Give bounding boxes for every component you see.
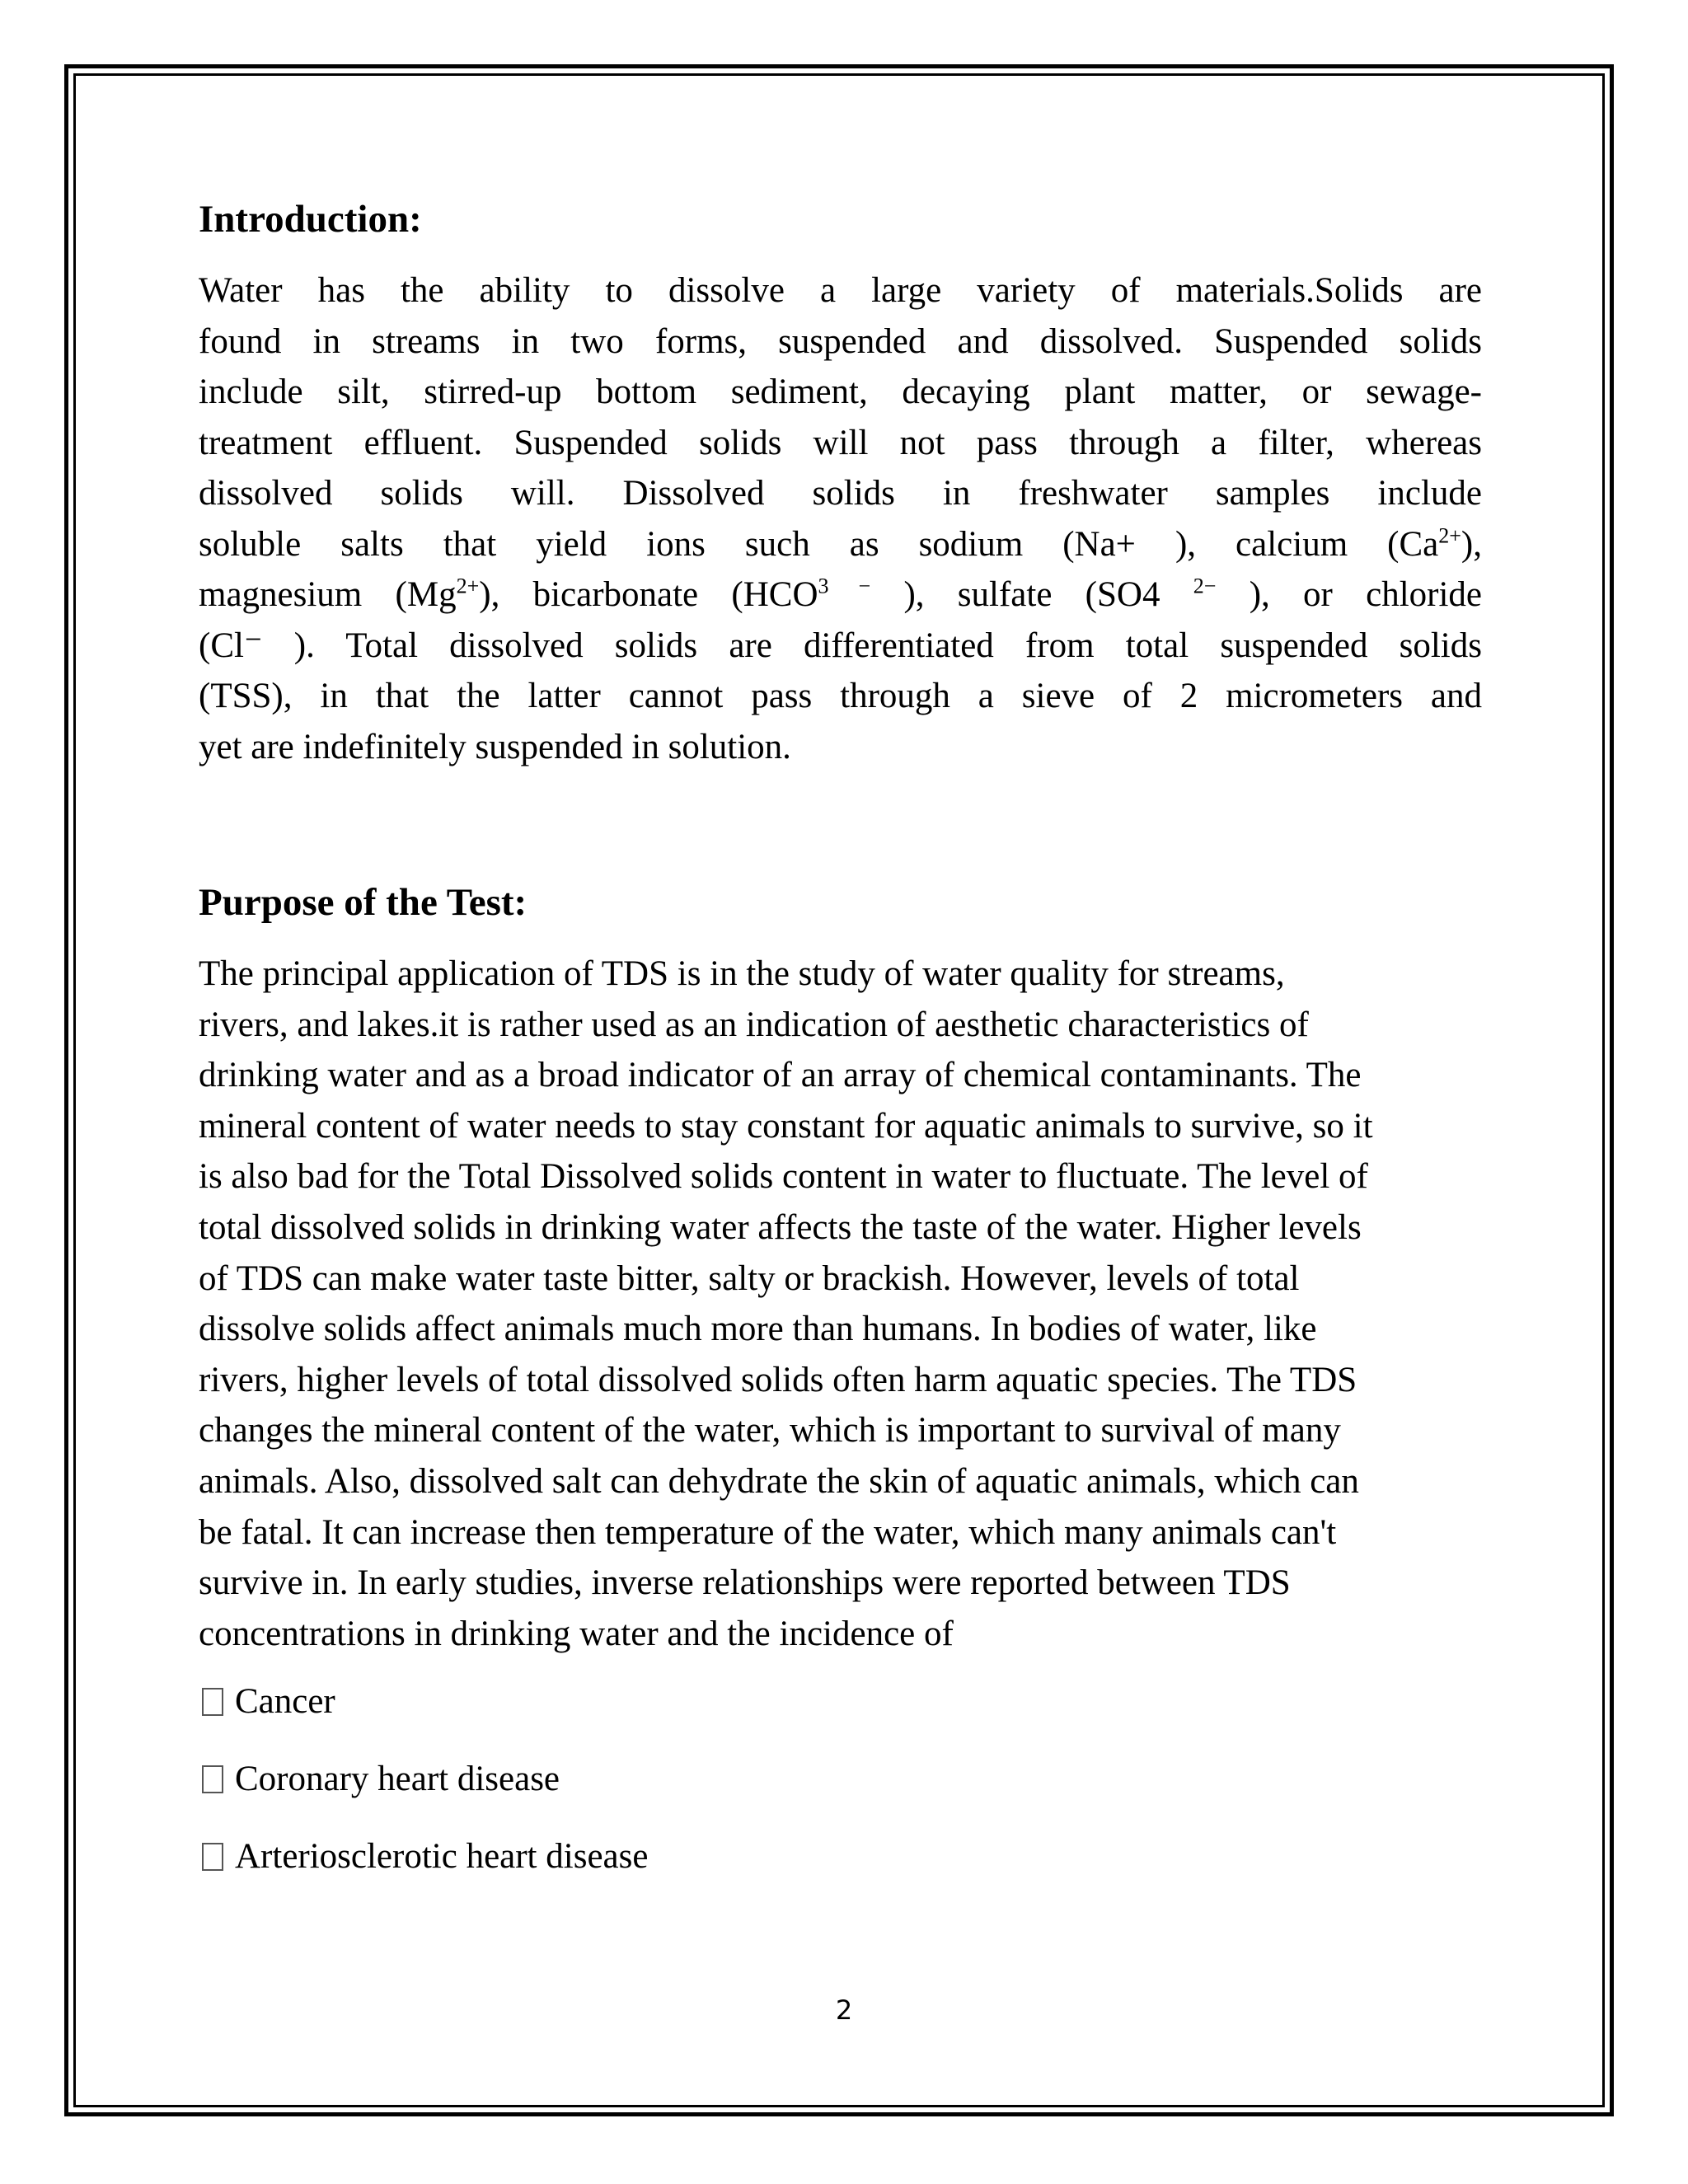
ion-charge: 2− [1193, 574, 1217, 598]
purpose-line: rivers, and lakes.it is rather used as an indication of aesthetic characteristics of [199, 1005, 1309, 1044]
intro-line-ions [199, 519, 1482, 570]
ion-charge: 2+ [1438, 523, 1461, 548]
ion-text: ), [1461, 524, 1482, 564]
intro-line: Water has the ability to dissolve a large variety of materials.Solids are [199, 271, 1482, 310]
purpose-line: total dissolved solids in drinking water affects the taste of the water. Higher levels [199, 1207, 1362, 1247]
intro-line: include silt, stirred-up bottom sediment, decaying plant matter, or sewage- [199, 373, 1482, 411]
purpose-line: The principal application of TDS is in the study of water quality for streams, [199, 954, 1285, 993]
purpose-line: animals. Also, dissolved salt can dehydrate the skin of aquatic animals, which can [199, 1461, 1359, 1501]
purpose-line: is also bad for the Total Dissolved solids content in water to fluctuate. The level of [199, 1157, 1368, 1197]
purpose-paragraph [199, 949, 1482, 1659]
ion-charge: 3 − [818, 574, 871, 598]
intro-line-ions [199, 569, 1482, 621]
disease-list [199, 1677, 1482, 1882]
bullet-box-icon [202, 1765, 223, 1793]
ion-charge: 2+ [456, 574, 480, 598]
purpose-line: dissolve solids affect animals much more than humans. In bodies of water, like [199, 1310, 1317, 1349]
list-item-label: Coronary heart disease [235, 1760, 560, 1799]
intro-line: treatment effluent. Suspended solids will not pass through a filter, whereas [199, 423, 1482, 462]
ion-text: ), or chloride [1216, 575, 1482, 614]
purpose-line: mineral content of water needs to stay constant for aquatic animals to survive, so it [199, 1106, 1373, 1146]
intro-line: found in streams in two forms, suspended and dissolved. Suspended solids [199, 321, 1482, 361]
ion-text: ), bicarbonate (HCO [479, 575, 818, 614]
bullet-box-icon [202, 1843, 223, 1871]
intro-line: dissolved solids will. Dissolved solids in freshwater samples include [199, 474, 1482, 513]
ion-text: soluble salts that yield ions such as sodium (Na+ ), calcium (Ca [199, 524, 1439, 564]
intro-line: yet are indefinitely suspended in solution. [199, 727, 791, 766]
introduction-paragraph [199, 265, 1482, 772]
purpose-line: of TDS can make water taste bitter, salty or brackish. However, levels of total [199, 1258, 1300, 1298]
list-item-label: Cancer [235, 1682, 335, 1722]
list-item-label: Arteriosclerotic heart disease [235, 1837, 649, 1877]
purpose-line: be fatal. It can increase then temperature of the water, which many animals can't [199, 1512, 1337, 1552]
introduction-heading: Introduction: [199, 198, 422, 241]
page-number: 2 [835, 1994, 853, 2026]
ion-text: ), sulfate (SO4 [870, 575, 1193, 614]
intro-line: (Cl⁻ ). Total dissolved solids are differentiated from total suspended solids [199, 626, 1482, 665]
intro-line: (TSS), in that the latter cannot pass through a sieve of 2 micrometers and [199, 677, 1482, 715]
purpose-line: survive in. In early studies, inverse relationships were reported between TDS [199, 1563, 1291, 1603]
list-item [199, 1677, 1482, 1727]
purpose-line: rivers, higher levels of total dissolved solids often harm aquatic species. The TDS [199, 1360, 1357, 1399]
list-item [199, 1755, 1482, 1804]
list-item [199, 1832, 1482, 1882]
bullet-box-icon [202, 1688, 223, 1716]
purpose-line: concentrations in drinking water and the incidence of [199, 1614, 954, 1653]
page-content [199, 194, 1482, 1910]
purpose-heading: Purpose of the Test: [199, 881, 528, 924]
purpose-line: drinking water and as a broad indicator of an array of chemical contaminants. The [199, 1056, 1362, 1095]
ion-text: magnesium (Mg [199, 575, 457, 614]
purpose-line: changes the mineral content of the water, which is important to survival of many [199, 1411, 1341, 1451]
